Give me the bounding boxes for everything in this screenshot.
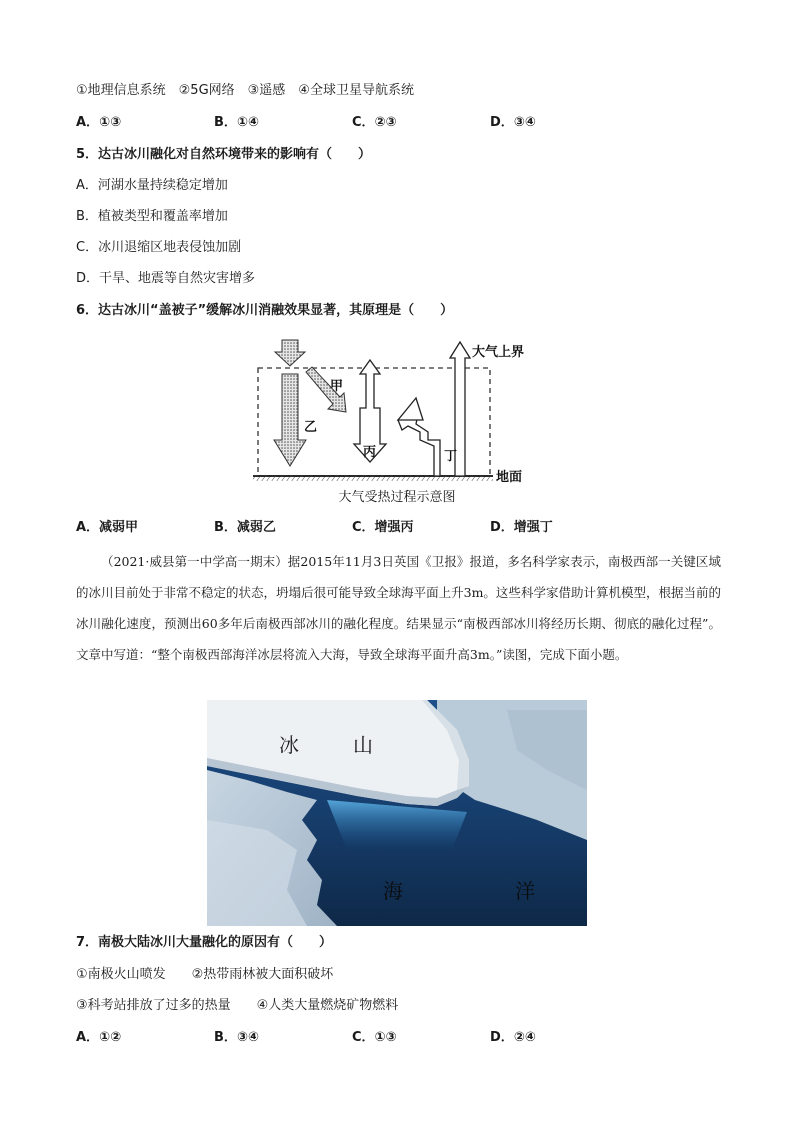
- q5-option-a: A．河湖水量持续稳定增加: [76, 178, 228, 193]
- photo-label-ice-1: 冰: [279, 733, 299, 757]
- photo-label-sea-2: 洋: [515, 879, 535, 903]
- q5-option-d: D．干旱、地震等自然灾害增多: [76, 271, 256, 286]
- q7-items-line2: ③科考站排放了过多的热量 ④人类大量燃烧矿物燃料: [76, 998, 399, 1013]
- photo-label-sea-1: 海: [383, 879, 403, 903]
- q6-option-a: A．减弱甲: [76, 520, 139, 535]
- label-top-boundary: 大气上界: [472, 345, 525, 360]
- q7-items-line1: ①南极火山喷发 ②热带雨林被大面积破坏: [76, 967, 334, 982]
- diagram-caption: 大气受热过程示意图: [338, 490, 456, 505]
- q4-option-d: D．③④: [490, 115, 536, 130]
- incoming-radiation-arrow: [275, 340, 305, 366]
- q7-stem: 7．南极大陆冰川大量融化的原因有（ ）: [76, 935, 333, 950]
- arrow-ding: [398, 414, 440, 476]
- q4-option-c: C．②③: [352, 115, 397, 130]
- reading-passage: （2021·威县第一中学高一期末）据2015年11月3日英国《卫报》报道，多名科学家表示，南极西部一关键区域的冰川目前处于非常不稳定的状态，坍塌后很可能导致全球海平面上升3m。这些科学家借助计算机模型，根据当前的冰川融化速度，预测出60多年后南极西部冰川的融化程度。结果显示“南极西部冰川将经历长期、彻底的融化过程”。文章中写道：“整个南极西部海洋冰层将流入大海，导致全球海平面升高3m。”读图，完成下面小题。: [76, 554, 721, 662]
- q5-option-b: B．植被类型和覆盖率增加: [76, 209, 228, 224]
- iceberg-ocean-photo: [207, 700, 587, 926]
- q6-option-c: C．增强丙: [352, 520, 414, 535]
- q4-items: ①地理信息系统 ②5G网络 ③遥感 ④全球卫星导航系统: [76, 83, 414, 98]
- q4-option-b: B．①④: [214, 115, 259, 130]
- q7-option-a: A．①②: [76, 1030, 122, 1045]
- label-ground: 地面: [496, 470, 523, 485]
- q6-option-d: D．增强丁: [490, 520, 553, 535]
- arrow-yi: [274, 374, 306, 466]
- label-jia: 甲: [330, 379, 344, 394]
- photo-label-ice-2: 山: [353, 733, 373, 757]
- q5-option-c: C．冰川退缩区地表侵蚀加剧: [76, 240, 242, 255]
- q7-option-c: C．①③: [352, 1030, 397, 1045]
- q7-option-d: D．②④: [490, 1030, 536, 1045]
- q4-option-a: A．①③: [76, 115, 122, 130]
- q7-option-b: B．③④: [214, 1030, 259, 1045]
- label-bing: 丙: [363, 445, 377, 460]
- q6-option-b: B．减弱乙: [214, 520, 276, 535]
- label-ding: 丁: [444, 449, 458, 464]
- q6-stem: 6．达古冰川“盖被子”缓解冰川消融效果显著，其原理是（ ）: [76, 303, 454, 318]
- atmosphere-heating-diagram: [248, 336, 548, 486]
- label-yi: 乙: [304, 420, 318, 435]
- q5-stem: 5．达古冰川融化对自然环境带来的影响有（ ）: [76, 147, 372, 162]
